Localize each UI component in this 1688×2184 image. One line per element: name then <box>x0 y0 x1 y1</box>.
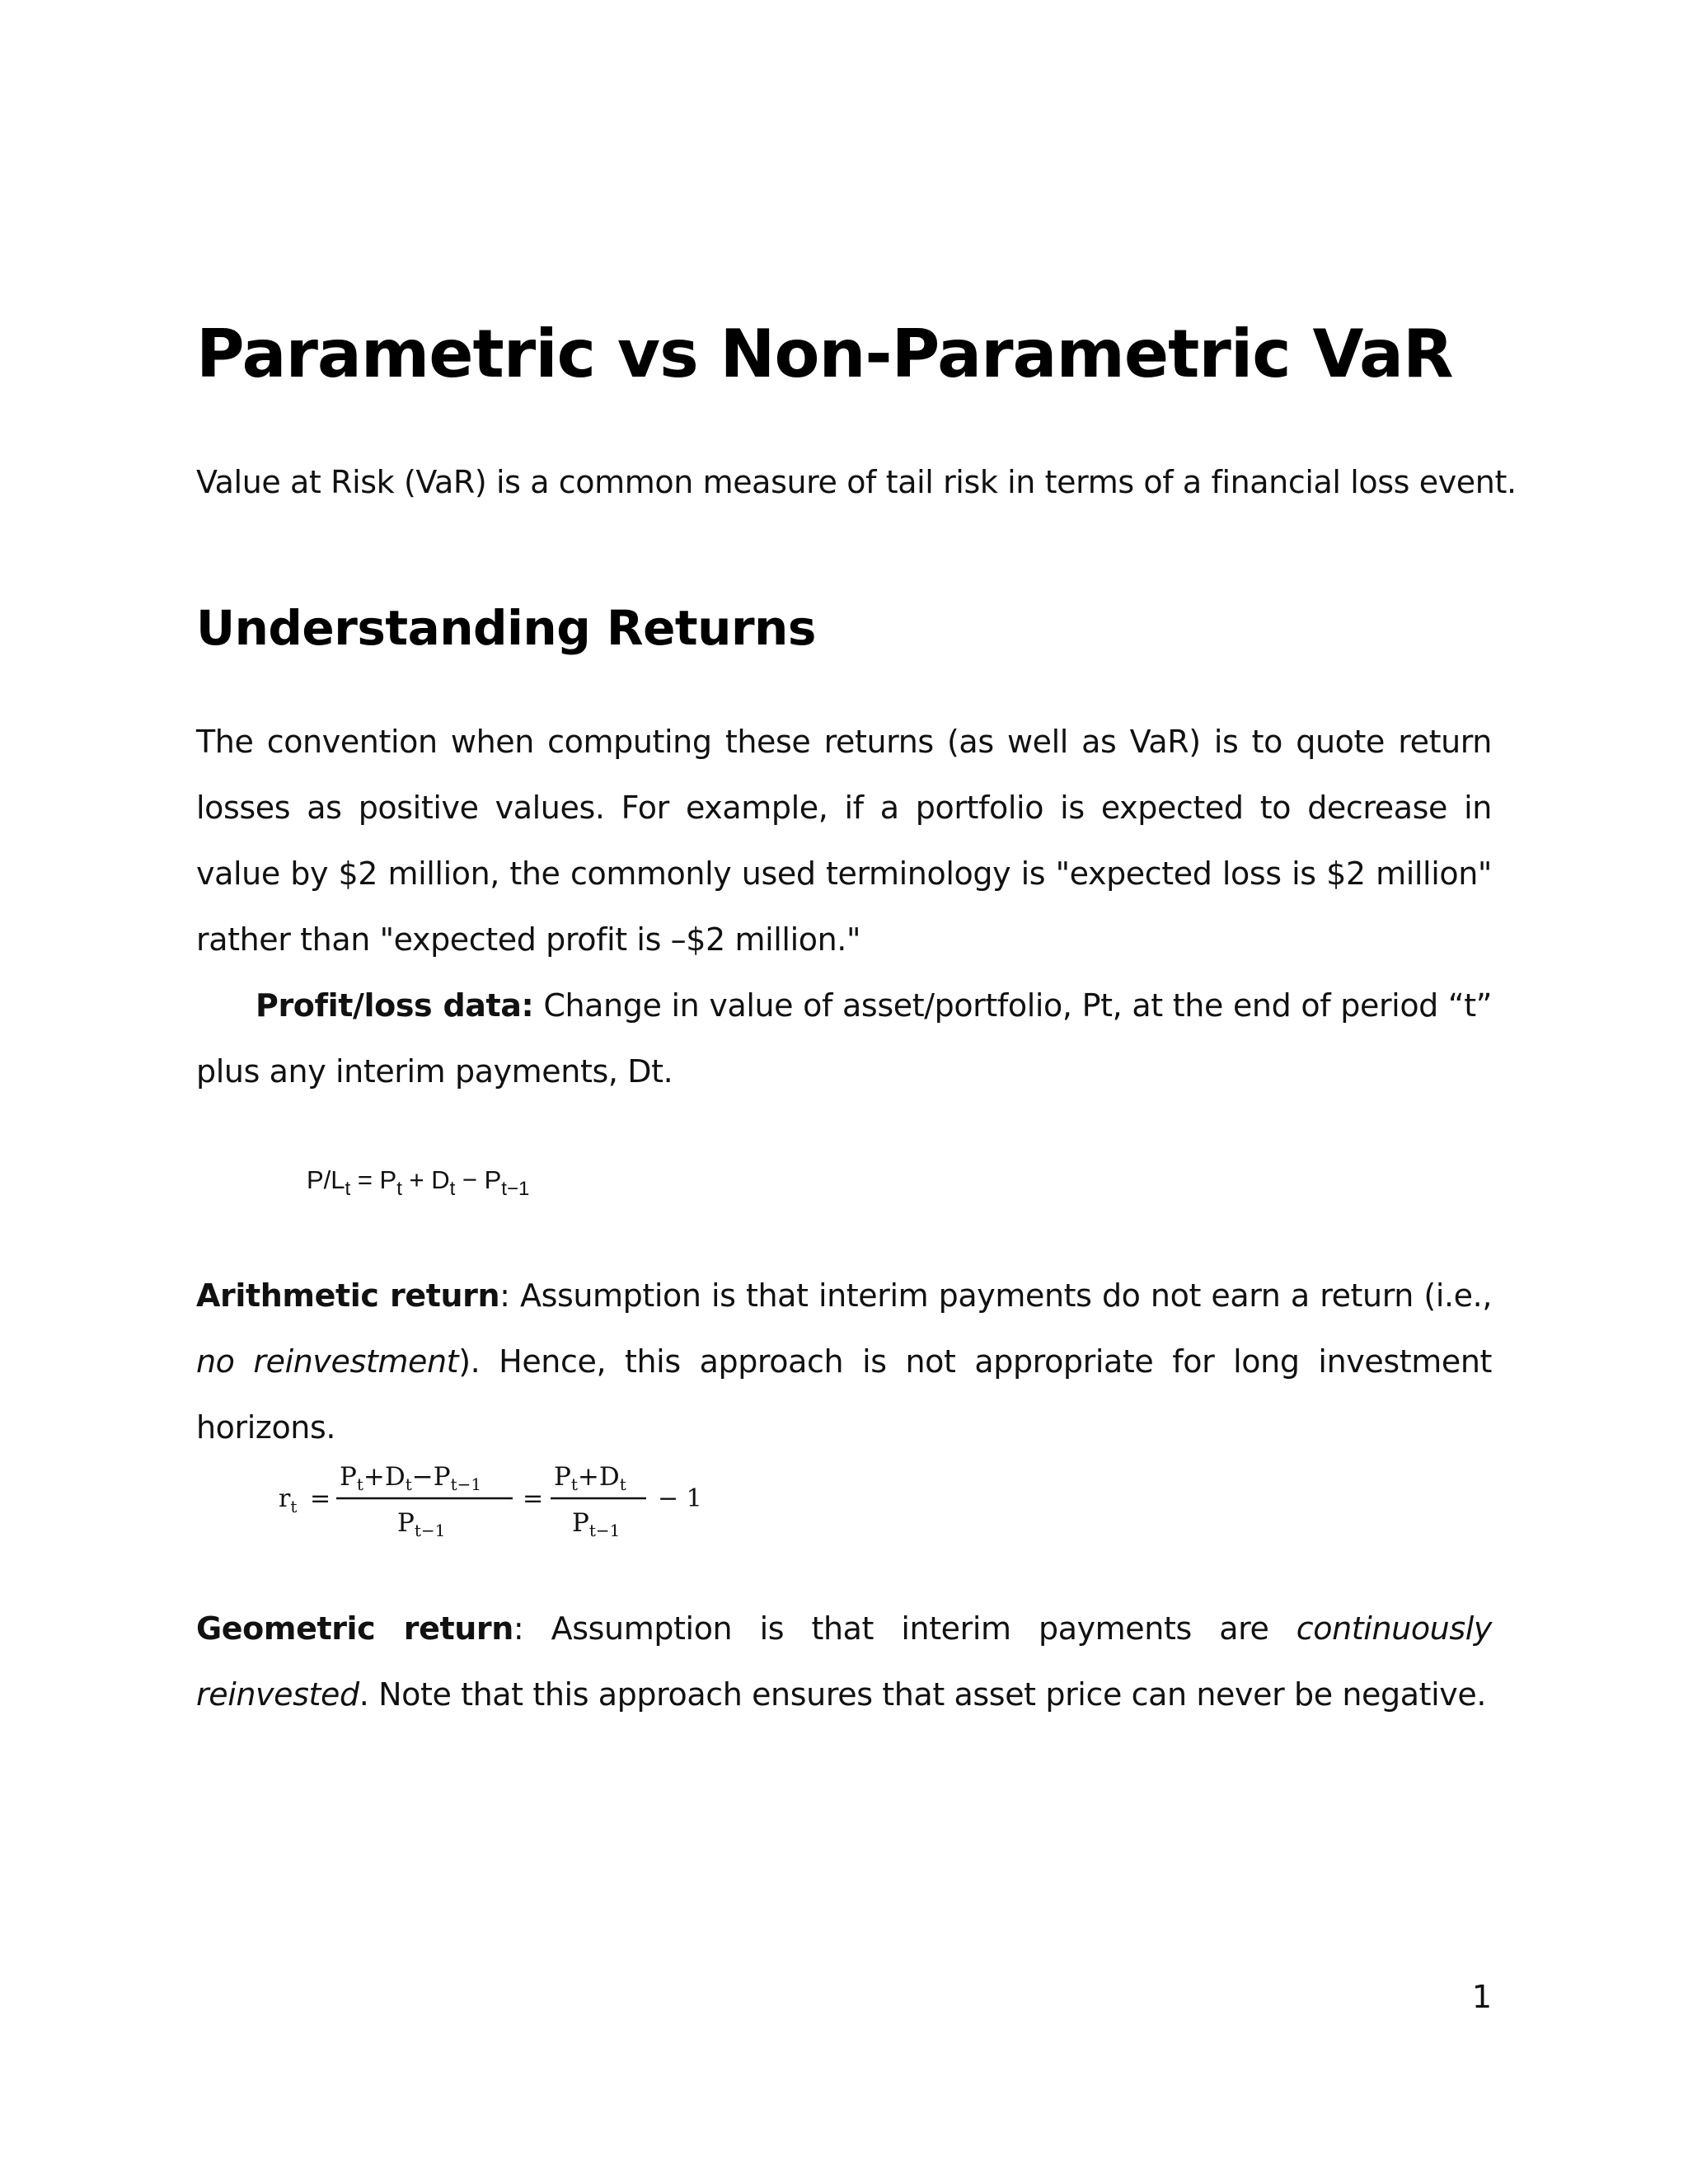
formula-r-f1-num-minus: −P <box>411 1462 451 1492</box>
formula-pl-d-sub: t <box>449 1178 456 1200</box>
profit-loss-paragraph <box>196 972 1492 1104</box>
formula-r-f2-num-plus: +D <box>577 1462 620 1492</box>
formula-pl-minus-p: − P <box>455 1165 502 1194</box>
geometric-label: Geometric return <box>196 1610 513 1647</box>
formula-r-f1-den-p: P <box>397 1508 415 1538</box>
formula-r-f1-num-sub-c: t−1 <box>450 1474 482 1494</box>
formula-r-lhs: r <box>279 1484 291 1513</box>
formula-pl-lhs-sub: t <box>345 1178 351 1200</box>
profit-loss-label: Profit/loss data: <box>256 987 534 1024</box>
arithmetic-text-b: ). Hence, this approach is not appropriate for long investment horizons. <box>196 1343 1492 1446</box>
arithmetic-paragraph <box>196 1263 1492 1460</box>
formula-r-eq2: = <box>523 1484 544 1513</box>
formula-r-f2-num-sub-b: t <box>619 1474 626 1494</box>
formula-pl-eq: = P <box>350 1165 397 1194</box>
formula-r-f1-num-plus: +D <box>363 1462 406 1492</box>
svg-text:rt <box>279 1484 297 1516</box>
formula-pl-plus-d: + D <box>401 1165 450 1194</box>
formula-pl-p-prev-sub: t−1 <box>501 1178 530 1200</box>
profit-loss-text: Change in value of asset/portfolio, Pt, at the end of period “t” plus any interim payments, Dt. <box>196 987 1492 1090</box>
formula-r-f1-den-sub: t−1 <box>414 1521 446 1540</box>
arithmetic-text-a: : Assumption is that interim payments do not earn a return (i.e., <box>499 1277 1492 1314</box>
geometric-italic: continuously reinvested <box>196 1610 1493 1713</box>
svg-text:Pt−1 <box>572 1508 620 1540</box>
convention-paragraph: The convention when computing these returns (as well as VaR) is to quote return losses as positive values. For example, if a portfolio is expected to decrease in value by $2 million, the commonly used terminology is "expected loss is $2 million" rather than "expected profit is –$2 million." <box>196 724 1492 958</box>
intro-paragraph: Value at Risk (VaR) is a common measure of tail risk in terms of a financial loss event. <box>196 464 1517 500</box>
formula-r-f1-num-p: P <box>340 1462 357 1492</box>
page-number: 1 <box>1471 1979 1492 2015</box>
formula-r-f2-den-sub: t−1 <box>588 1521 621 1540</box>
formula-r-f1-num-sub-b: t <box>405 1474 412 1494</box>
geometric-paragraph <box>196 1596 1492 1727</box>
geometric-text-a: : Assumption is that interim payments are <box>513 1610 1296 1647</box>
arithmetic-label: Arithmetic return <box>196 1277 500 1314</box>
arithmetic-return-formula <box>274 1452 719 1543</box>
formula-pl-lhs: P/L <box>307 1165 345 1194</box>
formula-r-lhs-sub: t <box>290 1497 298 1516</box>
svg-text:Pt+Dt−Pt−1 <box>340 1462 481 1494</box>
formula-pl-p-sub: t <box>396 1178 402 1200</box>
formula-r-f2-num-sub-a: t <box>570 1474 578 1494</box>
svg-text:Pt+Dt <box>554 1462 626 1494</box>
formula-r-f1-num-sub-a: t <box>356 1474 363 1494</box>
formula-r-f2-den-p: P <box>572 1508 589 1538</box>
formula-r-tail: − 1 <box>658 1484 702 1513</box>
geometric-text-b: . Note that this approach ensures that asset price can never be negative. <box>359 1676 1487 1713</box>
svg-text:Pt−1 <box>397 1508 445 1540</box>
arithmetic-italic: no reinvestment <box>196 1343 459 1380</box>
section-heading: Understanding Returns <box>196 600 816 656</box>
formula-r-f2-num-p: P <box>554 1462 571 1492</box>
page-title: Parametric vs Non-Parametric VaR <box>196 316 1453 392</box>
profit-loss-formula <box>307 1164 529 1206</box>
formula-r-eq: = <box>310 1484 331 1513</box>
